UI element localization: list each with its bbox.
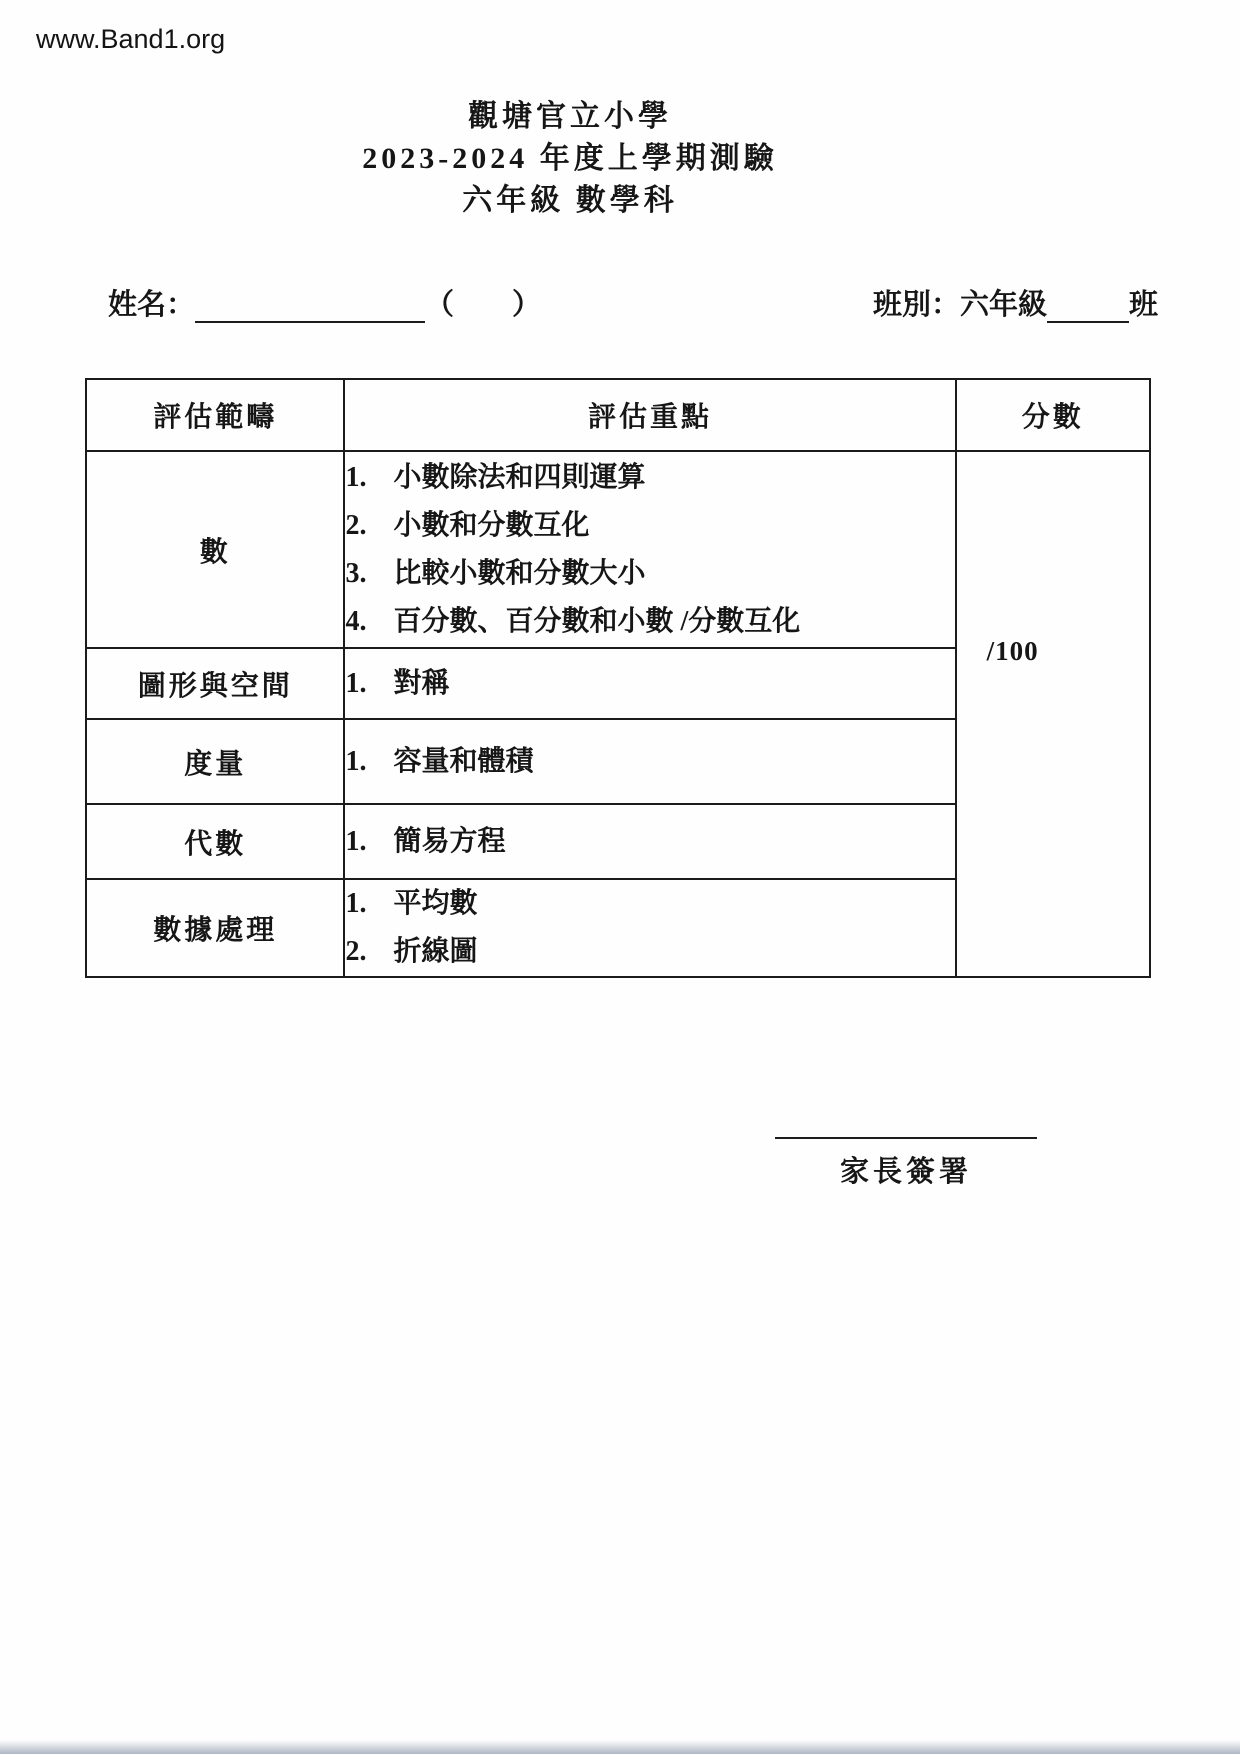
school-name: 觀塘官立小學 [468,100,672,133]
class-label: 班別：六年級 [872,289,1047,321]
watermark: www.Band1.org [36,24,226,54]
grade-subject: 六年級 數學科 [462,184,678,217]
score-value: /100 [986,636,1039,666]
point-item: 3. 比較小數和分數大小 [345,557,646,589]
exam-period: 2023-2024 年度上學期測驗 [362,142,778,175]
point-item: 1. 容量和體積 [345,745,534,777]
points-cell [344,451,955,648]
class-blank-line [1047,291,1129,323]
point-item: 1. 小數除法和四則運算 [345,461,646,493]
domain-cell: 數 [86,451,344,648]
points-cell [344,719,955,804]
header-domain: 評估範疇 [86,379,344,451]
score-cell [956,451,1150,977]
class-field-group [873,282,1158,323]
name-blank-line [195,291,425,323]
point-item: 2. 小數和分數互化 [345,509,590,541]
name-parens: （ ） [425,289,542,321]
header-score: 分數 [956,379,1150,451]
points-cell [344,804,955,879]
assessment-table [85,378,1151,978]
point-item: 1. 對稱 [345,667,450,699]
domain-cell: 度量 [86,719,344,804]
point-item: 4. 百分數、百分數和小數 /分數互化 [345,605,801,637]
parent-signature-label: 家長簽署 [839,1156,972,1188]
points-cell [344,879,955,977]
domain-cell: 圖形與空間 [86,648,344,719]
point-item: 1. 簡易方程 [345,825,506,857]
parent-signature-block [775,1137,1037,1190]
table-row [86,451,1150,648]
point-item: 2. 折線圖 [345,936,478,967]
class-suffix: 班 [1128,289,1158,321]
domain-cell: 代數 [86,804,344,879]
header-points: 評估重點 [344,379,955,451]
table-header-row [86,379,1150,451]
scan-edge-artifact [0,1740,1240,1754]
domain-cell: 數據處理 [86,879,344,977]
points-cell [344,648,955,719]
point-item: 1. 平均數 [345,888,478,919]
name-field-group [108,282,541,323]
name-label: 姓名： [108,289,196,321]
title-block [0,96,1140,222]
